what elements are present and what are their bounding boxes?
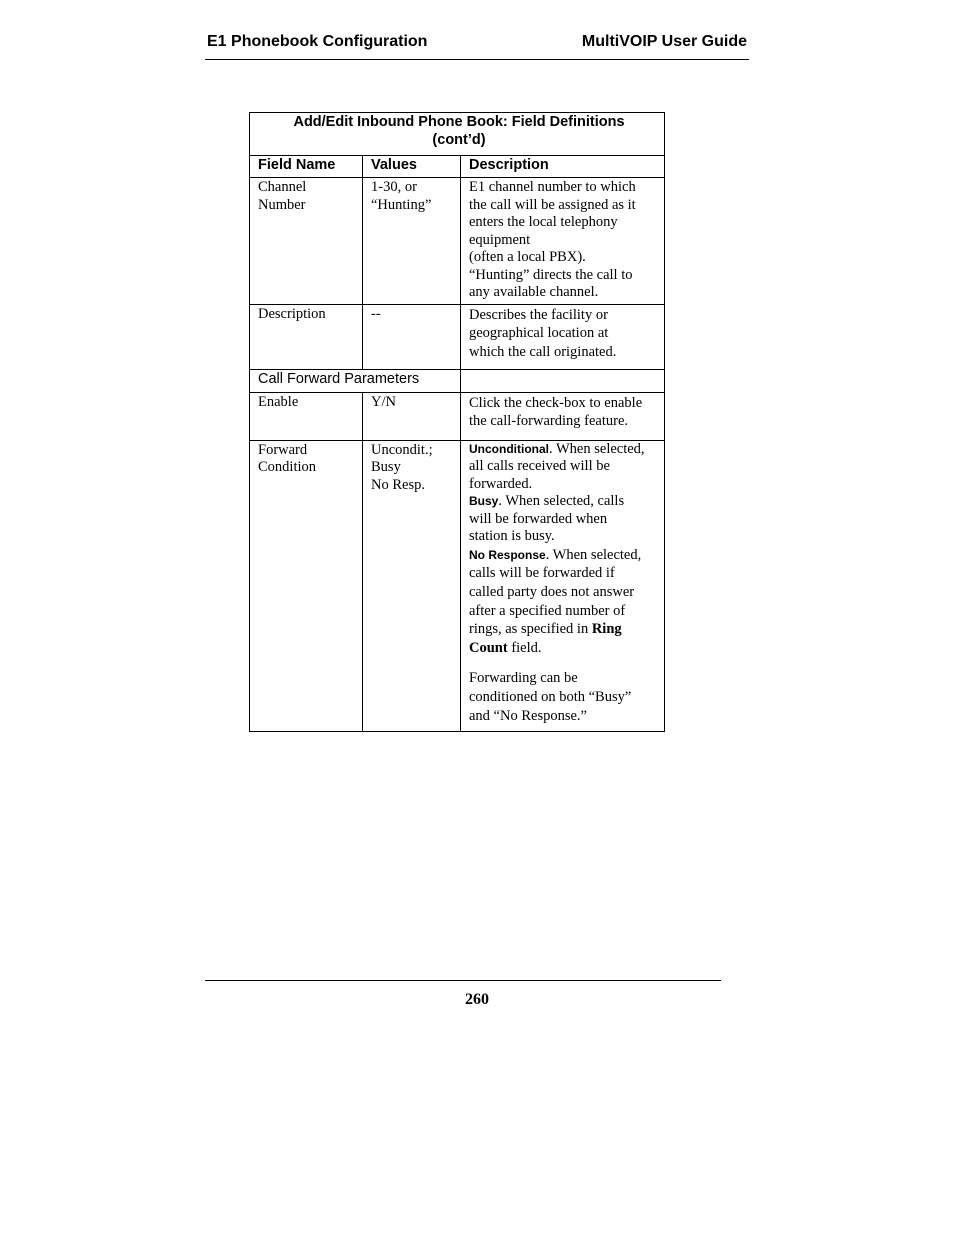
description-cell: Click the check-box to enable the call-forwarding feature. [461, 392, 665, 440]
table-row [250, 178, 665, 305]
values-cell: Y/N [363, 392, 461, 440]
section-label: Call Forward Parameters [250, 369, 461, 392]
header-rule [205, 59, 749, 60]
footer-rule [205, 980, 721, 981]
table-row [250, 440, 665, 731]
option-label-no-response: No Response [469, 547, 546, 562]
description-cell: Describes the facility or geographical location at which the call originated. [461, 304, 665, 369]
values-cell: -- [363, 304, 461, 369]
column-header-field-name: Field Name [250, 156, 363, 178]
field-definitions-table [249, 112, 665, 732]
description-cell: Unconditional. When selected, all calls received will be forwarded. Busy. When selected, calls will be forwarded when station is busy. No Response. When selected, calls will be forwarded if called party does not answer after a specified number of rings, as specified in Ring Count field. Forwarding can be conditioned on both “Busy” and “No Response.” [461, 440, 665, 731]
field-name-cell: Enable [250, 392, 363, 440]
option-label-busy: Busy [469, 494, 499, 508]
values-cell: 1-30, or “Hunting” [363, 178, 461, 305]
table-title: Add/Edit Inbound Phone Book: Field Definitions (cont’d) [250, 113, 665, 156]
running-header-guide-title: MultiVOIP User Guide [581, 33, 747, 50]
field-name-cell: Description [250, 304, 363, 369]
column-header-values: Values [363, 156, 461, 178]
field-name-cell: Channel Number [250, 178, 363, 305]
running-header-chapter: E1 Phonebook Configuration [207, 33, 428, 50]
field-name-cell: Forward Condition [250, 440, 363, 731]
values-cell: Uncondit.; Busy No Resp. [363, 440, 461, 731]
table-row [250, 304, 665, 369]
option-label-unconditional: Unconditional [469, 441, 549, 456]
page-number: 260 [465, 991, 489, 1008]
column-header-description: Description [461, 156, 665, 178]
description-cell: E1 channel number to which the call will be assigned as it enters the local telephony equipment (often a local PBX). “Hunting” directs the call to any available channel. [461, 178, 665, 305]
empty-cell [461, 369, 665, 392]
ring-count-ref: Ring [591, 621, 622, 638]
section-row [250, 369, 665, 392]
table-row [250, 392, 665, 440]
